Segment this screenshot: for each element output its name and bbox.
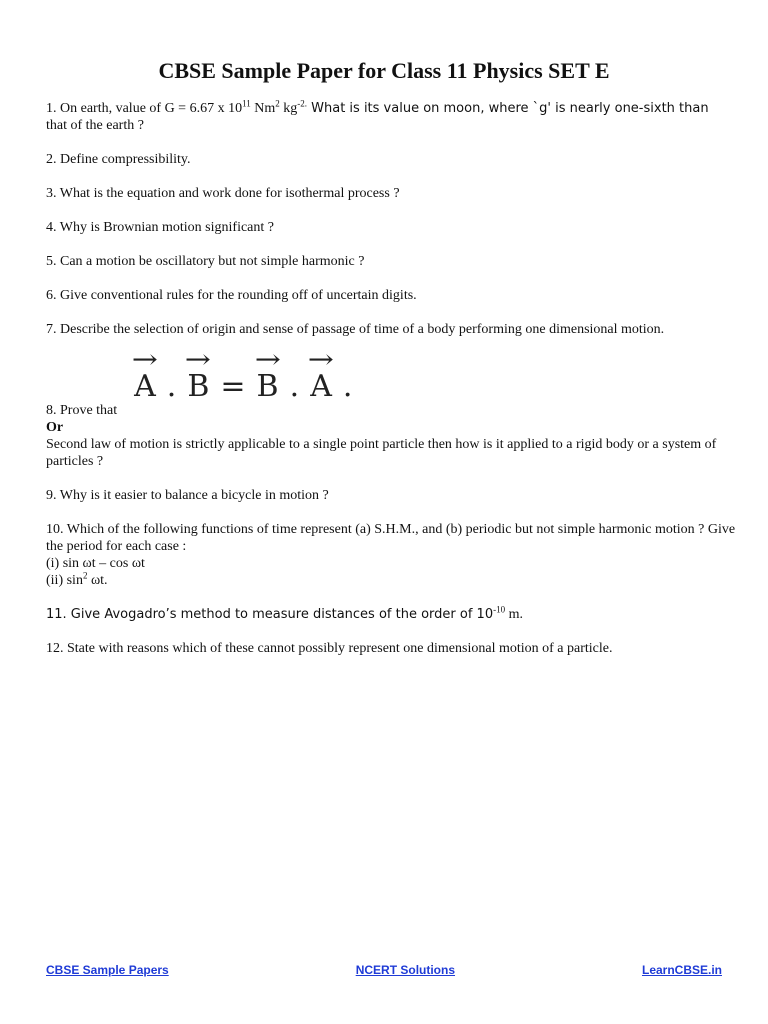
question-list <box>46 100 736 674</box>
question-12: 12. State with reasons which of these cannot possibly represent one dimensional motion of a particle. <box>46 641 613 656</box>
vector-letter: A <box>134 369 157 404</box>
q11-suffix: m. <box>505 607 523 622</box>
end-dot: . <box>342 369 354 404</box>
q10-text: 10. Which of the following functions of time represent (a) S.H.M., and (b) periodic but not simple harmonic motion ? Give the period for each case : <box>46 522 736 554</box>
q8-or: Or <box>46 420 64 435</box>
q11-prefix: 11. Give Avogadro’s method to measure distances of the order of 10 <box>46 607 494 622</box>
footer-links <box>46 963 722 977</box>
question-1 <box>46 100 736 134</box>
q10-option-ii-prefix: (ii) sin <box>46 573 83 588</box>
q11-exp: -10 <box>493 604 506 615</box>
vector-letter: B <box>256 369 280 404</box>
vector-arrow: → <box>254 345 282 375</box>
question-9: 9. Why is it easier to balance a bicycle in motion ? <box>46 488 329 503</box>
q10-option-i: (i) sin ωt – cos ωt <box>46 556 145 571</box>
q1-exp3: -2. <box>297 98 307 109</box>
question-3: 3. What is the equation and work done for isothermal process ? <box>46 186 400 201</box>
question-5: 5. Can a motion be oscillatory but not simple harmonic ? <box>46 254 365 269</box>
question-4: 4. Why is Brownian motion significant ? <box>46 220 274 235</box>
vector-arrow: → <box>185 345 213 375</box>
q1-prefix: 1. On earth, value of G = 6.67 x 10 <box>46 101 243 116</box>
vector-equation <box>132 340 736 402</box>
vector-arrow: → <box>131 345 160 375</box>
q1-exp2: 2 <box>275 98 280 109</box>
q1-mid1: Nm <box>250 101 276 116</box>
q8-prove: 8. Prove that <box>46 403 118 418</box>
q1-exp1: 11 <box>242 98 251 109</box>
question-7: 7. Describe the selection of origin and sense of passage of time of a body performing one dimensional motion. <box>46 322 665 337</box>
footer-link-learncbse[interactable]: LearnCBSE.in <box>641 963 722 977</box>
vector-a-1 <box>131 345 160 404</box>
question-8 <box>46 402 736 470</box>
footer-link-ncert-solutions[interactable]: NCERT Solutions <box>355 963 456 977</box>
q1-rest: What is its value on moon, where `g' is nearly one-sixth than <box>307 101 709 116</box>
q8-alt: Second law of motion is strictly applicable to a single point particle then how is it applied to a rigid body or a system of particles ? <box>46 437 717 469</box>
question-10 <box>46 521 736 589</box>
question-11 <box>46 606 736 623</box>
question-6: 6. Give conventional rules for the rounding off of uncertain digits. <box>46 288 417 303</box>
vector-a-2 <box>307 345 336 404</box>
vector-b-1 <box>185 345 213 404</box>
page-title: CBSE Sample Paper for Class 11 Physics SET E <box>158 58 610 83</box>
q1-line2: that of the earth ? <box>46 118 144 133</box>
q10-option-ii-exp: 2 <box>82 570 88 581</box>
equals-sign: = <box>220 369 247 404</box>
vector-letter: A <box>310 369 333 404</box>
footer-link-cbse-sample-papers[interactable]: CBSE Sample Papers <box>46 963 169 977</box>
q1-mid2: kg <box>279 101 298 116</box>
q10-option-ii-suffix: ωt. <box>87 573 108 588</box>
dot-operator: . <box>289 369 301 404</box>
vector-letter: B <box>187 369 211 404</box>
vector-arrow: → <box>307 345 336 375</box>
vector-b-2 <box>254 345 282 404</box>
dot-operator: . <box>166 369 178 404</box>
question-2: 2. Define compressibility. <box>46 152 191 167</box>
